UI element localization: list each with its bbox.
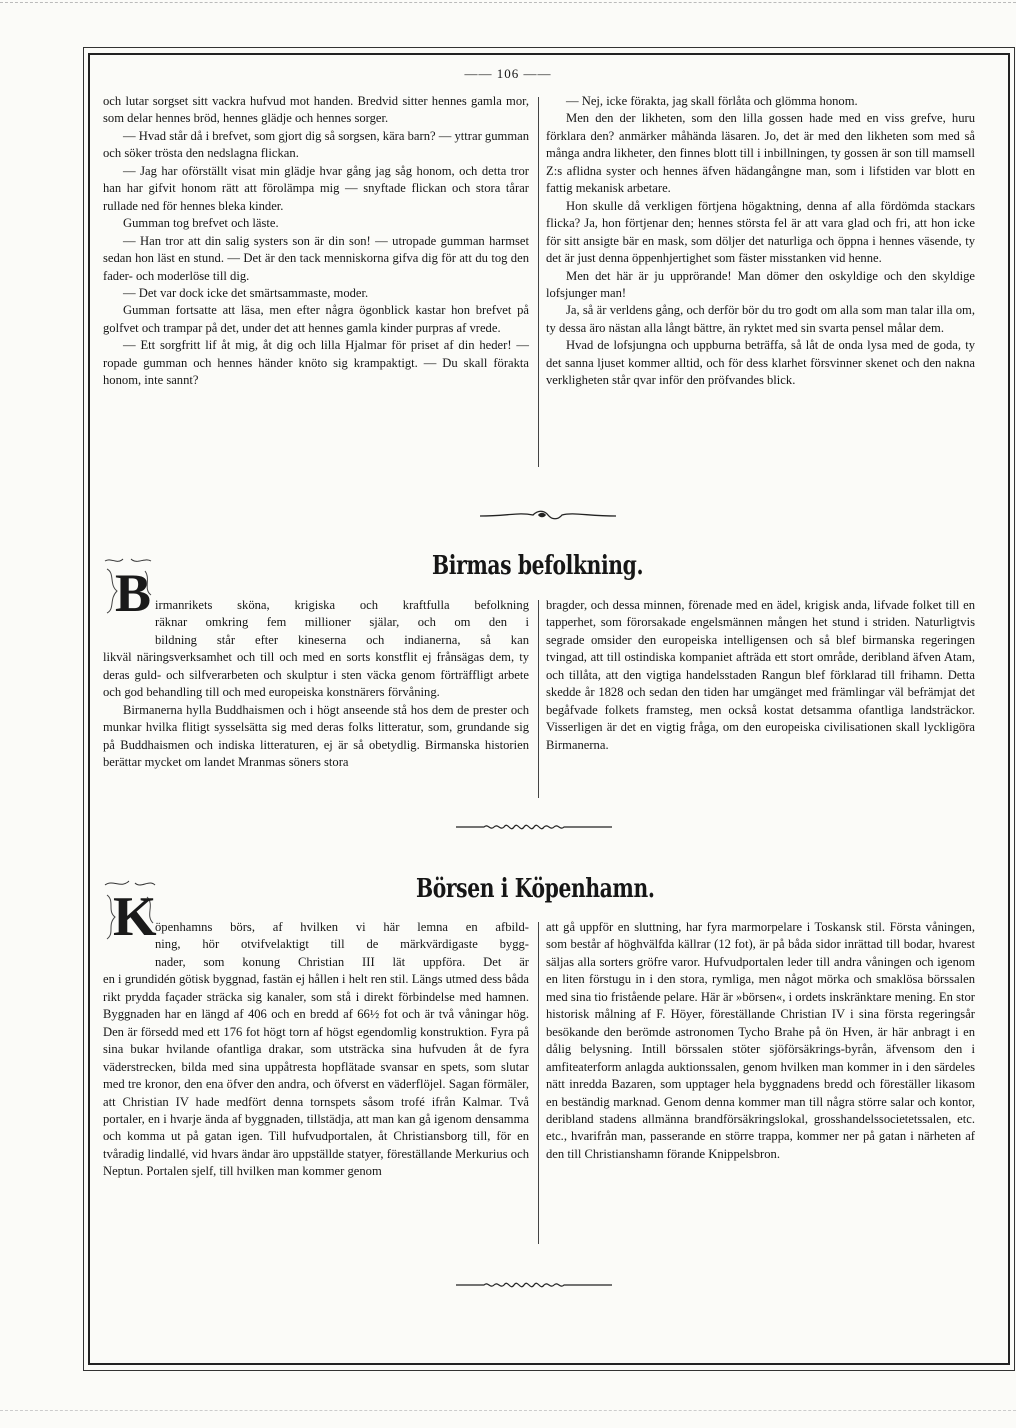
paragraph: Ja, så är verldens gång, och derför bör du tro godt om alla som man talar illa om, ty dessa äro nästan alla långt bättre, än ryktet med sin svarta pensel målar dem. [546, 303, 975, 335]
scan-edge-line [0, 1410, 1016, 1411]
text-line: räknar omkring fem millioner själar, och om den i [155, 615, 529, 630]
text-line: öpenhamns börs, af hvilken vi här lemna en afbild- [155, 920, 529, 934]
text-line: nader, som konung Christian III lät uppföra. Det är [155, 954, 529, 969]
paragraph: Hvad de lofsjungna och uppburna beträffa, så låt de onda lysa med de goda, ty det sanna ljuset kommer alltid, och för dess klarhet försvinner skenet och den nakna verkligheten står qvar inför den pröfvandes blick. [546, 338, 975, 388]
initial-letter: B [115, 563, 152, 619]
birma-right-column [546, 597, 975, 754]
story-left-column [103, 93, 529, 390]
paragraph: Men det här är ju upprörande! Man dömer den oskyldige och den skyldige lofsjunger man! [546, 268, 975, 300]
paragraph: — Jag har oförställt visat min glädje hvar gång jag såg honom, och detta tror han har gifvit honom rätt att förolämpa mig — snyftade flickan och stora tårar rullade ned för hennes bleka kinder. [103, 163, 529, 213]
page-number-dash-left: —— [464, 66, 493, 81]
column-rule [538, 97, 539, 467]
section-divider-wave-icon [454, 1276, 614, 1292]
paragraph: Hon skulle då verkligen förtjena högaktning, denna af alla fördömda stackars flicka? Ja, hon förtjenar den; hennes största fel är att vara glad och fri, att hon icke för sitt ansigte bär en mask, som döljer det naturliga och öppna i hennes väsende, ty det är just denna öppenhjertighet som fäster misstanken vid henne. [546, 198, 975, 266]
section-divider-wave-icon [454, 818, 614, 834]
scan-edge-line [0, 2, 1016, 3]
paragraph: — Nej, icke förakta, jag skall förlåta och glömma honom. [566, 94, 858, 108]
paragraph: att gå uppför en sluttning, har fyra marmorpelare i Toskansk stil. Första våningen, som består af höghvälfda källrar (12 fot), är på båda sidor inrättad till bodar, hvarest säljas alla sorters gröfre varor. Hufvudportalen leder till andra våningen och igenom en liten förstugu in i den stora, rymliga, men något mörka och smaklösa börssalen med sina tio fristående pelare. Här är »börsen«, i ordets inskränktare mening. En stor historisk målning af F. Höyer, föreställande Christian IV i sina första regeringsår besökande den berömde astronomen Tycho Brahe på ön Hven, är här anbragt i en dålig belysning. Intill börssalen stöter sjöförsäkrings-byrån, äfvensom den i amfiteaterform anlagda auktionssalen, genom hvilken man kommer in i den särdeles nätt inredda Bazaren, som upptager hela byggnadens bredd och föreställer likasom en beständig marknad. Genom denna kommer man till några större salar och kontor, deribland stadens allmänna brandförsäkringslokal, grosshandelssocietetssalen, etc. etc., hvarifrån man, passerande en större trappa, kommer ner på gatan i närheten af den till Christianshamn förande Knippelsbron. [546, 920, 975, 1161]
page-number-value: 106 [496, 66, 520, 81]
borsen-right-column [546, 919, 975, 1163]
column-rule [538, 600, 539, 798]
paragraph: Gumman tog brefvet och läste. [123, 216, 279, 231]
text-line: irmanrikets sköna, krigiska och kraftfulla befolkning [155, 598, 529, 612]
article-title-borsen: Börsen i Köpenhamn. [416, 874, 655, 904]
column-rule [538, 922, 539, 1244]
birma-left-column [103, 597, 529, 772]
paragraph: — Det var dock icke det smärtsammaste, moder. [123, 285, 369, 300]
paragraph: bragder, och dessa minnen, förenade med en ädel, krigisk anda, lifvade folket till en tapperhet, som förorsakade engelsmännen mången het stund i striden. Naturligtvis segrade omsider den europeiska intelligensen och så blef birmanska regeringen tvingad, att till ostindiska kompaniet afträda ett stort område, deribland äfven Atam, och tillåta, att den vigtiga handelsstaden Rangun blef förklarad till frihamn. Detta skedde år 1828 och sedan den tiden har umgänget med främlingar väl befrämjat det begåfvade folkets framsteg, men också kostat detsamma ofantliga landsträckor. Visserligen är det en vigtig fråga, om den europeiska civilisationen skall lyckligöra Birmanerna. [546, 598, 975, 752]
page-number-dash-right: —— [523, 66, 552, 81]
paragraph: och lutar sorgset sitt vackra hufvud mot handen. Bredvid sitter hennes gamla mor, som delar hennes bröd, hennes glädje och hennes sorger. [103, 94, 529, 126]
page-number [0, 66, 1016, 82]
story-right-column [546, 93, 975, 390]
article-title-birma: Birmas befolkning. [432, 551, 644, 581]
paragraph: Birmanerna hylla Buddhaismen och i högt anseende stå hos dem de prester och munkar hvilka flitigt sysselsätta sig med deras folks litteratur, som, grundande sig på Buddhaismen och indiska litteraturen, ej är så obetydlig. Birmanska historien berättar mycket om landet Mranmas söners stora [103, 702, 529, 770]
paragraph: likväl näringsverksamhet och till och med en sorts konstflit ej frånsägas dem, ty deras guld- och silfverarbeten och skulptur i sten väcka genom förträffligt arbete och god behandling till och med europeiska konstnärers förvåning. [103, 650, 529, 700]
section-divider-flourish-icon [478, 506, 618, 524]
borsen-left-column [103, 919, 529, 1181]
initial-letter: K [113, 886, 157, 943]
paragraph: — Han tror att din salig systers son är din son! — utropade gumman harmset sedan hon läst en stund. — Det är den tack menniskorna gifva dig för att du tog den fader- och moderlöse till dig. [103, 233, 529, 283]
paragraph: Men den der likheten, som den lilla gossen hade med en viss grefve, huru förklara den? anmärker måhända läsaren. Jo, det är med den likheten som med så många andra likheter, den finnes blott till i inbillningen, ty gossen är son till mamsell Z:s aflidna syster och hennes äfven hädangångne man, som i lifstiden var blott en fattig mekanisk arbetare. [546, 111, 975, 196]
paragraph: — Ett sorgfritt lif åt mig, åt dig och lilla Hjalmar för priset af din heder! — ropade gumman och hennes händer knöto sig krampaktigt. — Du skall förakta honom, inte sannt? [103, 338, 529, 388]
text-line: bildning står efter kineserna och indianerna, så kan [155, 632, 529, 647]
paragraph: en i grundidén götisk byggnad, fastän ej hållen i helt ren stil. Längs utmed dess båda rikt prydda façader sträcka sig kanaler, som stå i direkt förbindelse med hamnen. Byggnaden har en längd af 406 och en bredd af 66½ fot och är två våningar hög. Den är försedd med ett 176 fot högt torn af högst egendomlig konstruktion. Fyra på sina bukar hvilande ofantliga drakar, som utsträcka sina hufvuden åt de fyra väderstrecken, bilda med sina uppåtresta hopflätade svansar en spets, som slutar med tre kronor, den ena öfver den andra, och öfverst en väderflöjel. Sagan förmäler, att Christian IV hade medfört denna tornspets såsom trofé ifrån Kalmar. Två portaler, en i hvarje ända af byggnaden, tillstädja, att man kan gå igenom densamma och komma ut på gatan igen. Till hufvudportalen, åt Christiansborg till, för en tvåradig lindallé, vid hvars ändar äro uppställde statyer, föreställande Merkurius och Neptun. Portalen sjelf, till hvilken man kommer genom [103, 972, 529, 1179]
text-line: ning, hör otvifvelaktigt till de märkvärdigaste bygg- [155, 937, 529, 952]
paragraph: — Hvad står då i brefvet, som gjort dig så sorgsen, kära barn? — yttrar gumman och söker trösta den nedslagna flickan. [103, 128, 529, 161]
paragraph: Gumman fortsatte att läsa, men efter några ögonblick kastar hon brefvet på golfvet och trampar på det, under det att hennes gamla kinder purpras af vrede. [103, 303, 529, 335]
